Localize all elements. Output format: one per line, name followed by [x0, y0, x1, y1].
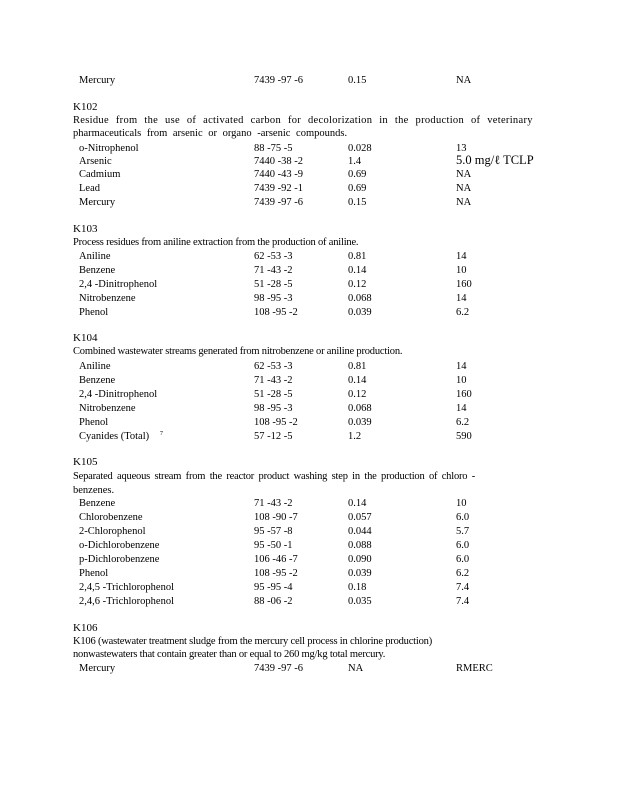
- nonwastewater-value: 10: [456, 265, 467, 276]
- nonwastewater-value: 10: [456, 498, 467, 509]
- nonwastewater-value: 590: [456, 431, 472, 442]
- cas-number: 95 -50 -1: [254, 540, 293, 551]
- constituent-name: Cadmium: [79, 169, 121, 180]
- cas-number: 108 -95 -2: [254, 417, 298, 428]
- wastewater-value: 0.15: [348, 75, 367, 86]
- nonwastewater-value: 14: [456, 293, 467, 304]
- nonwastewater-value: 6.2: [456, 307, 470, 318]
- nonwastewater-value: 6.2: [456, 417, 470, 428]
- table-row: [0, 306, 618, 319]
- constituent-name: Benzene: [79, 498, 116, 509]
- constituent-name: o-Dichlorobenzene: [79, 540, 160, 551]
- constituent-name: Nitrobenzene: [79, 403, 136, 414]
- cas-number: 7439 -97 -6: [254, 663, 303, 674]
- nonwastewater-value: 6.0: [456, 512, 470, 523]
- constituent-name: p-Dichlorobenzene: [79, 554, 160, 565]
- nonwastewater-value: 7.4: [456, 596, 470, 607]
- wastewater-value: 1.4: [348, 156, 362, 167]
- cas-number: 88 -06 -2: [254, 596, 293, 607]
- wastewater-value: 0.068: [348, 293, 372, 304]
- table-row: [0, 292, 618, 305]
- nonwastewater-value: NA: [456, 75, 472, 86]
- waste-description-line: benzenes.: [73, 485, 115, 496]
- nonwastewater-value: 10: [456, 375, 467, 386]
- waste-description-line: Process residues from aniline extraction from the production of aniline.: [73, 237, 359, 248]
- nonwastewater-value: NA: [456, 197, 472, 208]
- constituent-name: o-Nitrophenol: [79, 143, 139, 154]
- cas-number: 106 -46 -7: [254, 554, 298, 565]
- table-row: [0, 567, 618, 580]
- cas-number: 7439 -97 -6: [254, 197, 303, 208]
- constituent-name: Aniline: [79, 251, 111, 262]
- waste-description-line: K106 (wastewater treatment sludge from the mercury cell process in chlorine production): [73, 636, 433, 647]
- nonwastewater-value: 160: [456, 389, 472, 400]
- table-row: [0, 155, 618, 168]
- constituent-name: Mercury: [79, 663, 116, 674]
- table-row: [0, 182, 618, 195]
- wastewater-value: 0.090: [348, 554, 372, 565]
- wastewater-value: 0.088: [348, 540, 372, 551]
- cas-number: 51 -28 -5: [254, 279, 293, 290]
- cas-number: 71 -43 -2: [254, 498, 293, 509]
- table-row: [0, 511, 618, 524]
- table-row: [0, 168, 618, 181]
- table-row: [0, 374, 618, 387]
- constituent-name: Benzene: [79, 375, 116, 386]
- nonwastewater-value: 13: [456, 143, 467, 154]
- wastewater-value: 0.18: [348, 582, 367, 593]
- nonwastewater-value: 6.0: [456, 554, 470, 565]
- wastewater-value: 0.039: [348, 568, 372, 579]
- constituent-name: Nitrobenzene: [79, 293, 136, 304]
- wastewater-value: 0.068: [348, 403, 372, 414]
- cas-number: 98 -95 -3: [254, 293, 293, 304]
- wastewater-value: 0.81: [348, 251, 367, 262]
- nonwastewater-value: 6.0: [456, 540, 470, 551]
- footnote-marker: 7: [160, 431, 163, 437]
- waste-description-line: pharmaceuticals from arsenic or organo -arsenic compounds.: [73, 128, 348, 139]
- wastewater-value: 0.044: [348, 526, 372, 537]
- wastewater-value: 0.057: [348, 512, 372, 523]
- constituent-name: 2,4 -Dinitrophenol: [79, 389, 158, 400]
- table-row: [0, 388, 618, 401]
- table-row: [0, 264, 618, 277]
- waste-description-line: Residue from the use of activated carbon for decolorization in the production of veterinary: [73, 115, 533, 126]
- constituent-name: Cyanides (Total): [79, 431, 150, 442]
- wastewater-value: 0.14: [348, 498, 367, 509]
- nonwastewater-value: 5.0 mg/ℓ TCLP: [456, 153, 534, 167]
- table-row: [0, 662, 618, 675]
- table-row: [0, 74, 618, 87]
- waste-code-heading: K103: [73, 223, 98, 235]
- table-row: [0, 196, 618, 209]
- constituent-name: Phenol: [79, 568, 109, 579]
- table-row: [0, 250, 618, 263]
- cas-number: 71 -43 -2: [254, 375, 293, 386]
- wastewater-value: 0.035: [348, 596, 372, 607]
- cas-number: 71 -43 -2: [254, 265, 293, 276]
- cas-number: 88 -75 -5: [254, 143, 293, 154]
- constituent-name: Mercury: [79, 75, 116, 86]
- waste-code-heading: K104: [73, 332, 98, 344]
- constituent-name: 2,4 -Dinitrophenol: [79, 279, 158, 290]
- constituent-name: Chlorobenzene: [79, 512, 143, 523]
- cas-number: 57 -12 -5: [254, 431, 293, 442]
- wastewater-value: 1.2: [348, 431, 362, 442]
- waste-code-heading: K102: [73, 101, 98, 113]
- constituent-name: Arsenic: [79, 156, 112, 167]
- cas-number: 62 -53 -3: [254, 251, 293, 262]
- table-row: [0, 430, 618, 443]
- constituent-name: Phenol: [79, 417, 109, 428]
- table-row: [0, 595, 618, 608]
- constituent-name: Mercury: [79, 197, 116, 208]
- waste-code-heading: K106: [73, 622, 98, 634]
- wastewater-value: 0.039: [348, 307, 372, 318]
- table-row: [0, 497, 618, 510]
- wastewater-value: 0.12: [348, 389, 367, 400]
- nonwastewater-value: NA: [456, 183, 472, 194]
- wastewater-value: 0.69: [348, 169, 367, 180]
- cas-number: 51 -28 -5: [254, 389, 293, 400]
- cas-number: 108 -90 -7: [254, 512, 298, 523]
- wastewater-value: 0.81: [348, 361, 367, 372]
- constituent-name: Phenol: [79, 307, 109, 318]
- constituent-name: Aniline: [79, 361, 111, 372]
- table-row: [0, 581, 618, 594]
- waste-code-heading: K105: [73, 456, 98, 468]
- nonwastewater-value: 5.7: [456, 526, 470, 537]
- constituent-name: 2-Chlorophenol: [79, 526, 146, 537]
- cas-number: 7440 -43 -9: [254, 169, 303, 180]
- table-row: [0, 539, 618, 552]
- table-row: [0, 416, 618, 429]
- cas-number: 95 -57 -8: [254, 526, 293, 537]
- constituent-name: Lead: [79, 183, 100, 194]
- constituent-name: 2,4,5 -Trichlorophenol: [79, 582, 174, 593]
- nonwastewater-value: 14: [456, 251, 467, 262]
- wastewater-value: 0.15: [348, 197, 367, 208]
- table-row: [0, 553, 618, 566]
- nonwastewater-value: NA: [456, 169, 472, 180]
- wastewater-value: 0.039: [348, 417, 372, 428]
- wastewater-value: 0.14: [348, 375, 367, 386]
- wastewater-value: 0.69: [348, 183, 367, 194]
- wastewater-value: 0.14: [348, 265, 367, 276]
- cas-number: 108 -95 -2: [254, 568, 298, 579]
- table-row: [0, 278, 618, 291]
- table-row: [0, 360, 618, 373]
- waste-description-line: nonwastewaters that contain greater than or equal to 260 mg/kg total mercury.: [73, 649, 386, 660]
- wastewater-value: NA: [348, 663, 364, 674]
- nonwastewater-value: RMERC: [456, 663, 493, 674]
- cas-number: 7439 -97 -6: [254, 75, 303, 86]
- nonwastewater-value: 7.4: [456, 582, 470, 593]
- cas-number: 95 -95 -4: [254, 582, 293, 593]
- table-row: [0, 525, 618, 538]
- nonwastewater-value: 6.2: [456, 568, 470, 579]
- nonwastewater-value: 14: [456, 361, 467, 372]
- wastewater-value: 0.12: [348, 279, 367, 290]
- waste-description-line: Separated aqueous stream from the reactor product washing step in the production of chloro -: [73, 471, 476, 482]
- wastewater-value: 0.028: [348, 143, 372, 154]
- cas-number: 108 -95 -2: [254, 307, 298, 318]
- cas-number: 62 -53 -3: [254, 361, 293, 372]
- cas-number: 7440 -38 -2: [254, 156, 303, 167]
- cas-number: 98 -95 -3: [254, 403, 293, 414]
- constituent-name: 2,4,6 -Trichlorophenol: [79, 596, 174, 607]
- constituent-name: Benzene: [79, 265, 116, 276]
- nonwastewater-value: 160: [456, 279, 472, 290]
- cas-number: 7439 -92 -1: [254, 183, 303, 194]
- nonwastewater-value: 14: [456, 403, 467, 414]
- table-row: [0, 402, 618, 415]
- waste-description-line: Combined wastewater streams generated from nitrobenzene or aniline production.: [73, 346, 403, 357]
